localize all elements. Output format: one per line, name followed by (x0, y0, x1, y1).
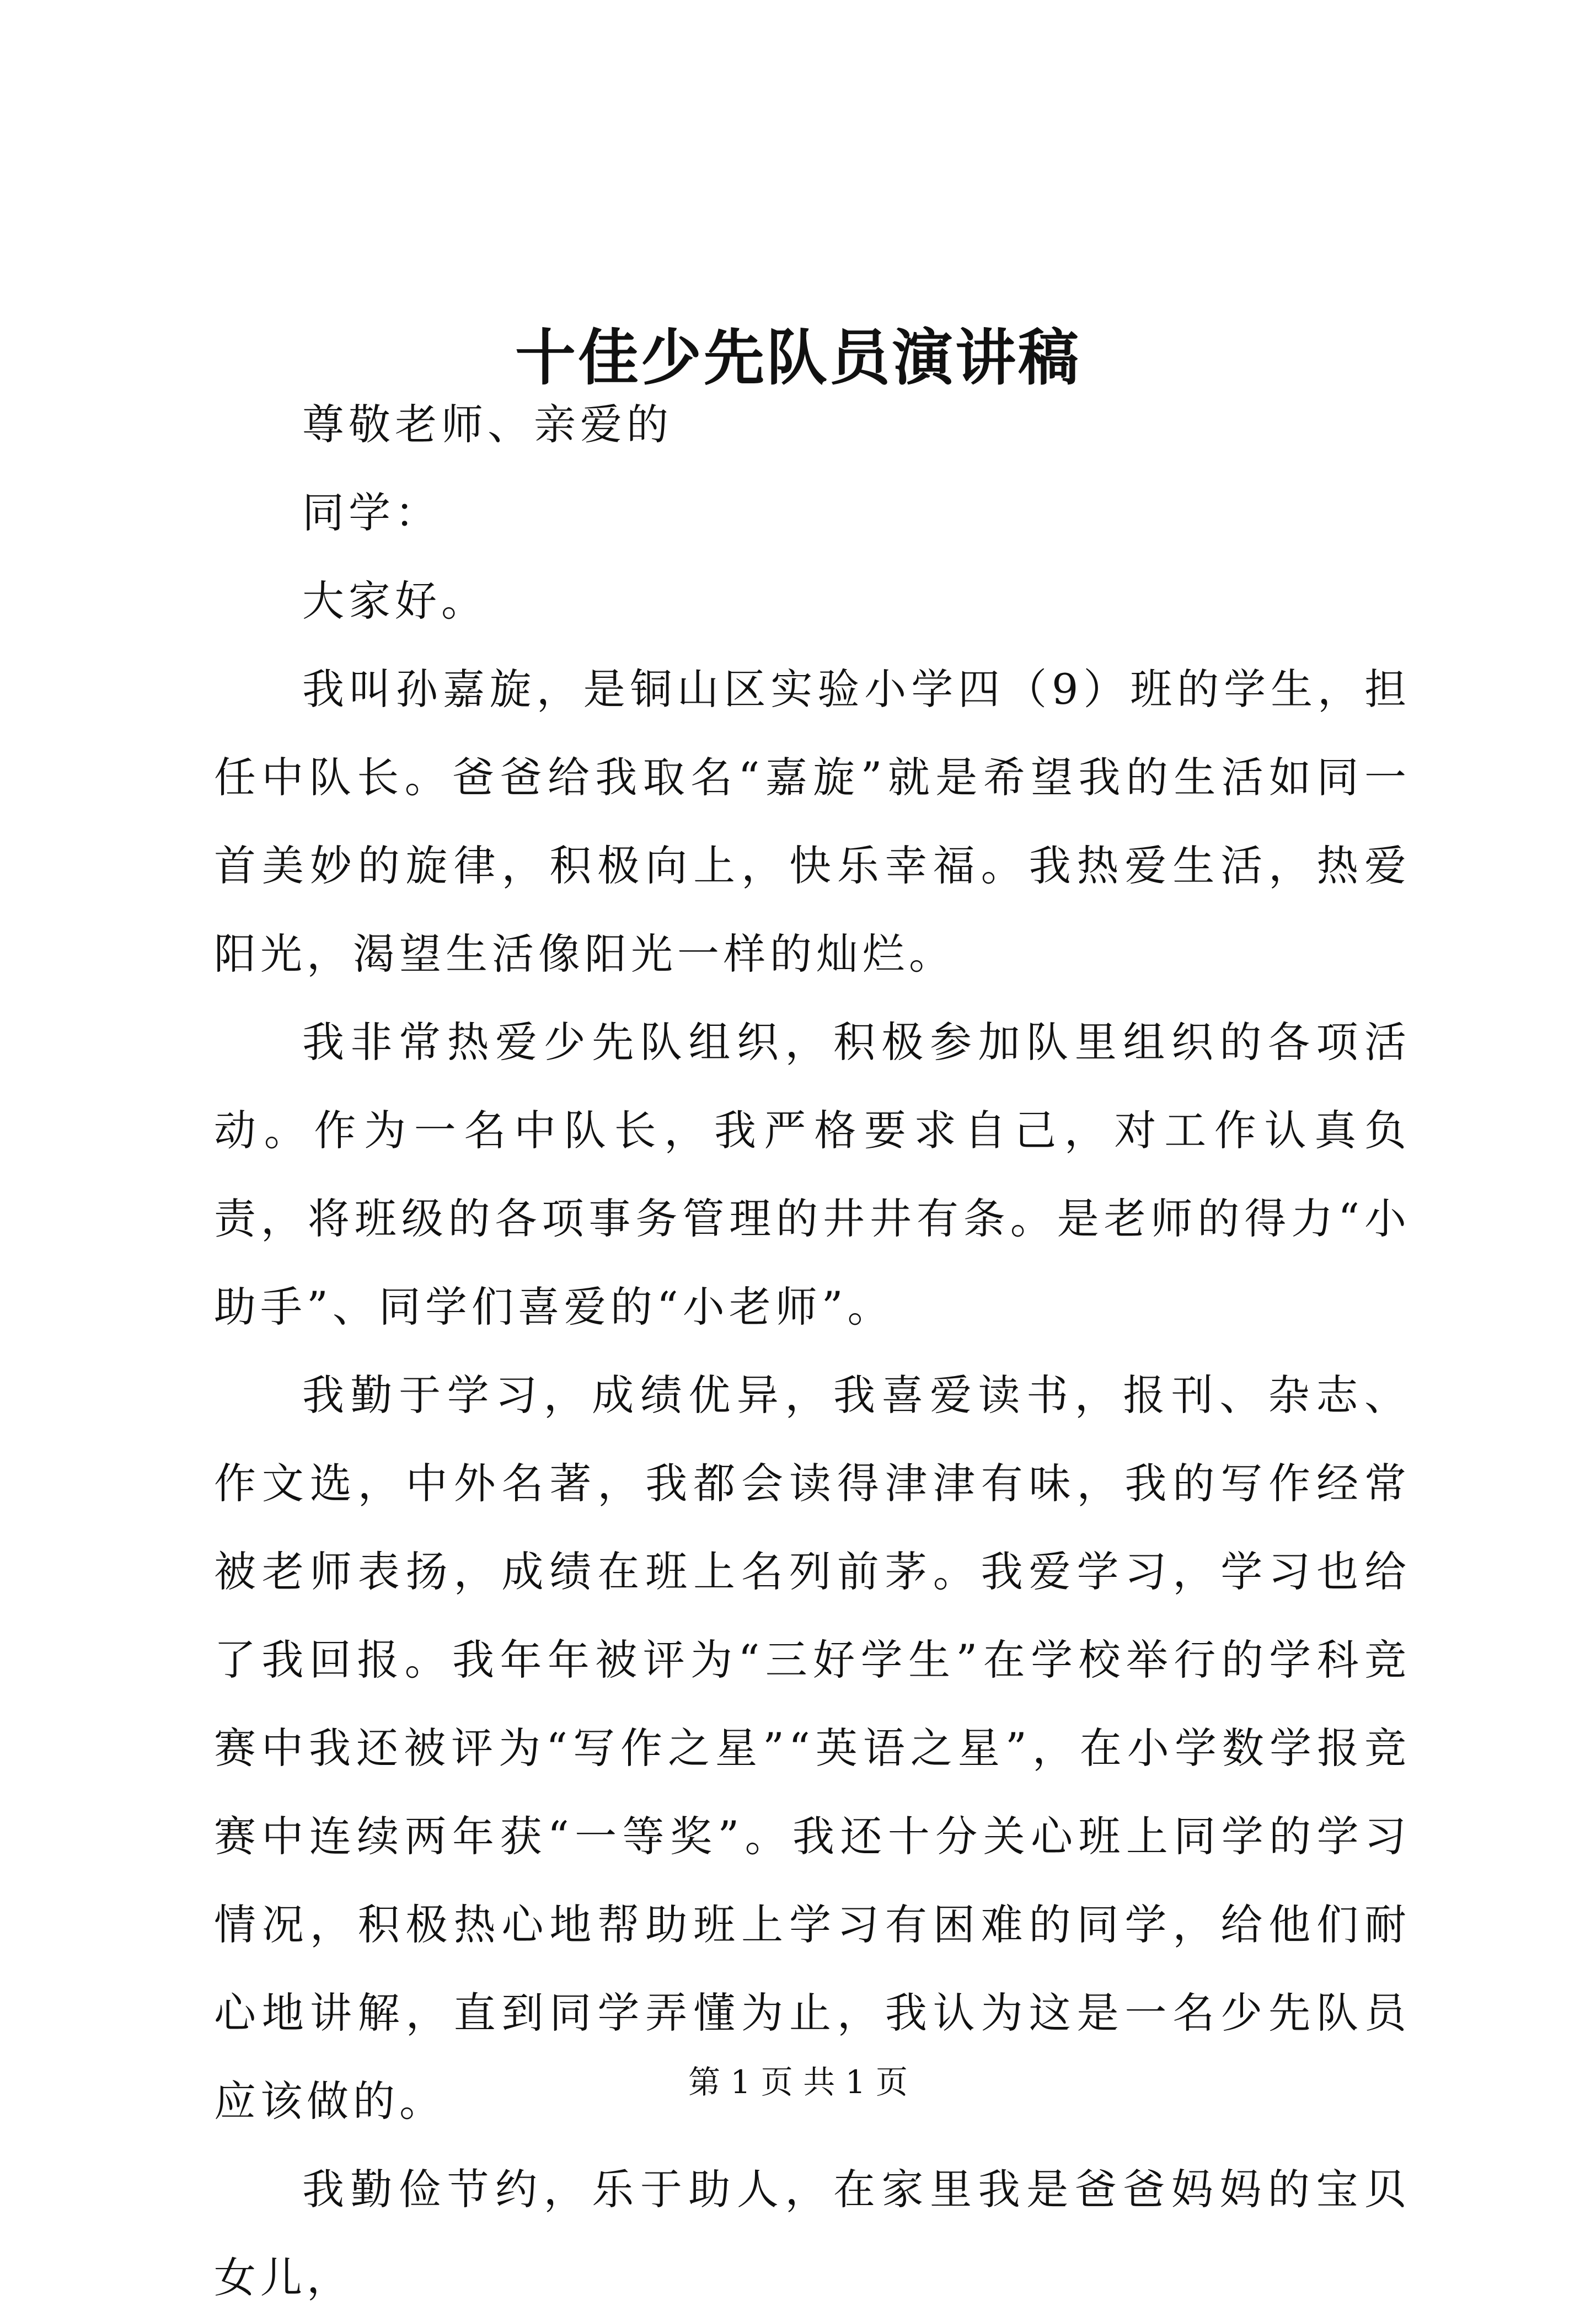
body-paragraph: 我勤于学习，成绩优异，我喜爱读书，报刊、杂志、作文选，中外名著，我都会读得津津有味，我的写作经常被老师表扬，成绩在班上名列前茅。我爱学习，学习也给了我回报。我年年被评为“三好学生”在学校举行的学科竞赛中我还被评为“写作之星”“英语之星”，在小学数学报竞赛中连续两年获“一等奖”。我还十分关心班上同学的学习情况，积极热心地帮助班上学习有困难的同学，给他们耐心地讲解，直到同学弄懂为止，我认为这是一名少先队员应该做的。 (214, 1371, 1411, 2126)
document-body (214, 381, 1411, 2322)
salutation-line-1: 尊敬老师、亲爱的 (302, 400, 673, 449)
body-paragraph: 我非常热爱少先队组织，积极参加队里组织的各项活动。作为一名中队长，我严格要求自己，对工作认真负责，将班级的各项事务管理的井井有条。是老师的得力“小助手”、同学们喜爱的“小老师”。 (214, 1018, 1411, 1331)
page-footer: 第 1 页 共 1 页 (688, 2063, 908, 2101)
salutation-line-2: 同学： (302, 488, 441, 537)
body-paragraph: 我勤俭节约，乐于助人，在家里我是爸爸妈妈的宝贝女儿， (214, 2165, 1411, 2302)
body-paragraph: 我叫孙嘉旋，是铜山区实验小学四（9）班的学生，担任中队长。爸爸给我取名“嘉旋”就是希望我的生活如同一首美妙的旋律，积极向上，快乐幸福。我热爱生活，热爱阳光，渴望生活像阳光一样的灿烂。 (214, 665, 1411, 978)
document-title: 十佳少先队员演讲稿 (515, 322, 1081, 393)
greeting-paragraph: 大家好。 (302, 576, 488, 625)
